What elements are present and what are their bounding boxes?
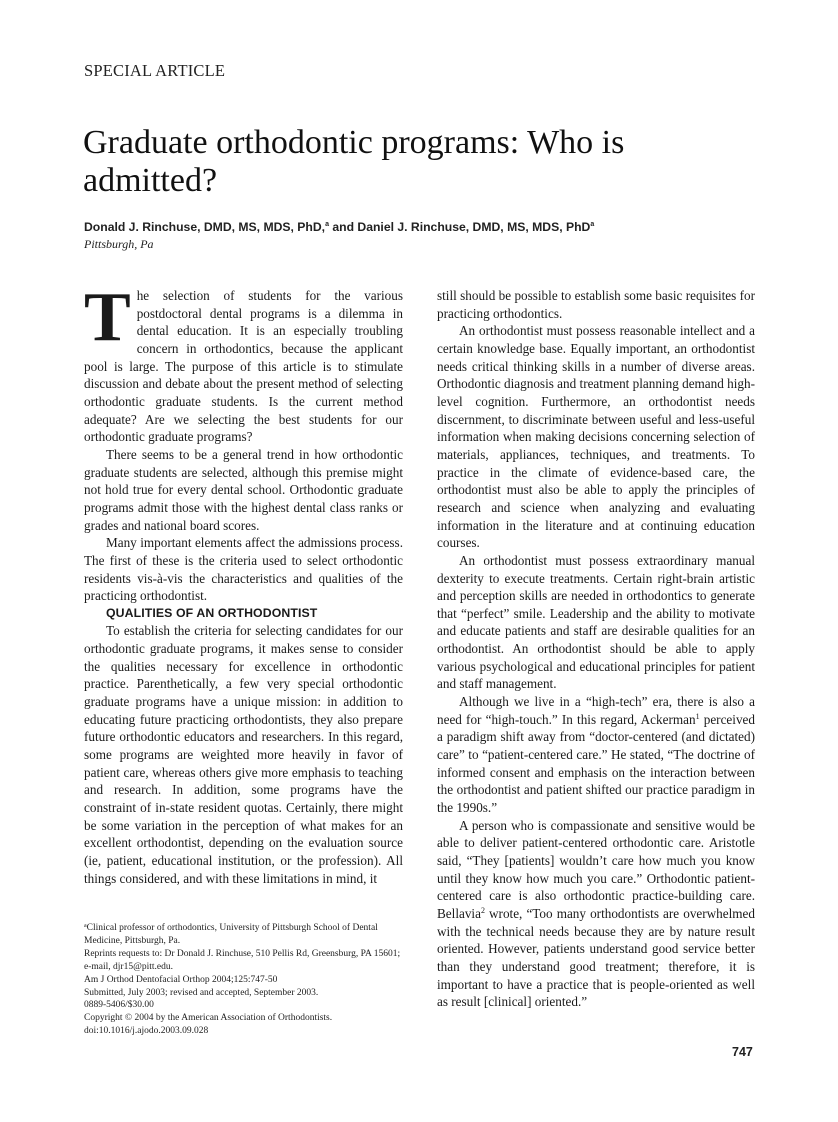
body-paragraph: A person who is compassionate and sensitive would be able to deliver patient-centered orthodontic care. Aristotle said, “They [patients] wouldn’t care how much you know until they know how much you care.” Orthodontic patient-centered care is also orthodontic practice-building care. Bellavia$^2$ wrote, “Too many orthodontists are overwhelmed with the technical needs because they are by nature result oriented. However, patients understand good service better than they understand good treatment; therefore, it is important to have a practice that is people-oriented as well as result [clinical] oriented.” (437, 817, 755, 1010)
body-paragraph: Although we live in a “high-tech” era, there is also a need for “high-touch.” In this regard, Ackerman$^1$ perceived a paradigm shift away from “doctor-centered (and dictated) care” to “patient-centered care.” He stated, “The doctrine of informed consent and emphasis on the interaction between the orthodontist and patient shifted our practice paradigm in the 1990s.” (437, 694, 755, 816)
right-column (437, 287, 755, 1011)
body-paragraph: An orthodontist must possess extraordinary manual dexterity to execute treatments. Certain right-brain artistic and perception skills are needed in orthodontics to generate that “perfect” smile. Leadership and the ability to motivate and educate patients and staff are desirable qualities for an orthodontist. An orthodontist should be able to apply various psychological and educational principles for patient and staff management. (437, 552, 755, 692)
body-paragraph: still should be possible to establish some basic requisites for practicing orthodontics. (437, 288, 755, 321)
author-location: Pittsburgh, Pa (84, 237, 154, 251)
reference-2-link[interactable]: 2 (480, 905, 485, 915)
affiliation-marker: a (325, 221, 329, 228)
footnote-doi[interactable]: doi:10.1016/j.ajodo.2003.09.028 (84, 1026, 209, 1037)
footnote-reprints: Reprints requests to: Dr Donald J. Rinchuse, 510 Pellis Rd, Greensburg, PA 15601; e-mail, djr15@pitt.edu. (84, 948, 401, 972)
body-paragraph: Many important elements affect the admissions process. The first of these is the criteria used to select orthodontic residents vis-à-vis the characteristics and qualities of the practicing orthodontist. (84, 535, 403, 604)
reference-1-link[interactable]: 1 (695, 711, 700, 721)
left-column (84, 279, 403, 887)
body-paragraph: To establish the criteria for selecting candidates for our orthodontic graduate programs, it makes sense to consider the qualities necessary for excellence in orthodontic practice. Parenthetically, a few very special orthodontic graduate programs have a unique mission: in addition to educating future practicing orthodontists, they also prepare future orthodontic educators and researchers. In this regard, some programs are weighted more heavily in favor of patient care, whereas others give more emphasis to teaching and research. In addition, some programs have the constraint of in-state resident quotas. Certainly, there might be some variation in the perception of what makes for an excellent orthodontist, depending on the evaluation source (ie, patient, educational institution, or the profession). All things considered, and with these limitations in mind, it (84, 623, 403, 886)
footnotes (84, 920, 406, 1038)
author-2: and Daniel J. Rinchuse, DMD, MS, MDS, PhD (328, 220, 591, 234)
drop-cap: T (84, 279, 131, 356)
page-number: 747 (732, 1045, 753, 1059)
author-1: Donald J. Rinchuse, DMD, MS, MDS, PhD, (84, 220, 326, 234)
footnote-affiliation: $^a$Clinical professor of orthodontics, University of Pittsburgh School of Dental Medicine, Pittsburgh, Pa. (84, 923, 378, 946)
footnote-issn: 0889-5406/$30.00 (84, 1000, 154, 1011)
section-label: SPECIAL ARTICLE (84, 61, 226, 80)
body-paragraph: An orthodontist must possess reasonable intellect and a certain knowledge base. Equally important, an orthodontist needs critical thinking skills in a number of diverse areas. Orthodontic diagnosis and treatment planning demand high-level cognition. Furthermore, an orthodontist needs discernment, to discriminate between useful and less-useful information when making decisions concerning selection of materials, appliances, techniques, and treatments. To practice in the climate of evidence-based care, the orthodontist must also be able to apply the principles of research and science when analyzing and evaluating information in the literature and at continuing education courses. (437, 323, 755, 551)
article-title: Graduate orthodontic programs: Who is admitted? (83, 124, 625, 199)
section-heading: QUALITIES OF AN ORTHODONTIST (106, 605, 318, 620)
footnote-submitted: Submitted, July 2003; revised and accepted, September 2003. (84, 987, 319, 998)
intro-paragraph: The selection of students for the various postdoctoral dental programs is a dilemma in dental education. It is an especially troubling concern in orthodontics, because the applicant pool is large. The purpose of this article is to stimulate discussion and debate about the present method of selecting orthodontic graduate students. Is the current method adequate? Are we selecting the best students for our orthodontic graduate programs? (84, 279, 403, 445)
body-paragraph: There seems to be a general trend in how orthodontic graduate students are selected, although this premise might not hold true for every dental school. Orthodontic graduate programs admit those with the highest dental class ranks or grades and national board scores. (84, 446, 403, 533)
footnote-citation: Am J Orthod Dentofacial Orthop 2004;125:747-50 (84, 974, 278, 985)
author-line (84, 220, 594, 234)
footnote-copyright: Copyright © 2004 by the American Association of Orthodontists. (84, 1013, 333, 1024)
affiliation-marker: a (590, 221, 595, 228)
